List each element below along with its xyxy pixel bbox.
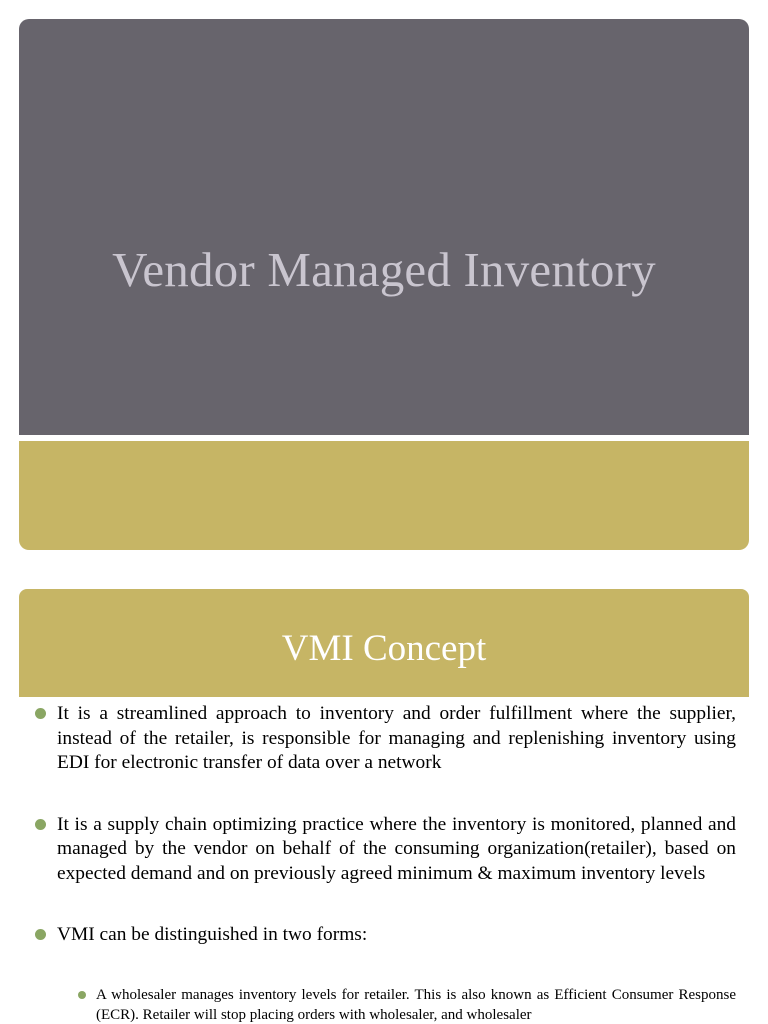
sub-bullet-text: A wholesaler manages inventory levels for retailer. This is also known as Efficient Consumer Response (ECR). Retailer will stop placing orders with wholesaler, and wholesaler [96, 986, 736, 1023]
sub-bullet-item [78, 985, 736, 1024]
title-slide-top-panel [19, 19, 749, 435]
bullet-text: It is a streamlined approach to inventory and order fulfillment where the supplier, instead of the retailer, is responsible for managing and replenishing inventory using EDI for electronic transfer of data over a network [57, 703, 736, 773]
bullet-dot-icon [35, 929, 46, 940]
sub-bullet-dot-icon [78, 991, 86, 999]
bullet-dot-icon [35, 708, 46, 719]
concept-slide-title: VMI Concept [281, 628, 487, 669]
title-slide-accent-band [19, 441, 749, 550]
bullet-item [33, 813, 736, 887]
bullet-list [33, 702, 736, 1024]
bullet-item [33, 923, 736, 948]
bullet-dot-icon [35, 819, 46, 830]
bullet-item [33, 702, 736, 776]
slide-title: Vendor Managed Inventory [112, 242, 656, 297]
bullet-text: VMI can be distinguished in two forms: [57, 924, 368, 945]
bullet-text: It is a supply chain optimizing practice where the inventory is monitored, planned and managed by the vendor on behalf of the consuming organization(retailer), based on expected demand and on previously agreed minimum & maximum inventory levels [57, 813, 736, 884]
